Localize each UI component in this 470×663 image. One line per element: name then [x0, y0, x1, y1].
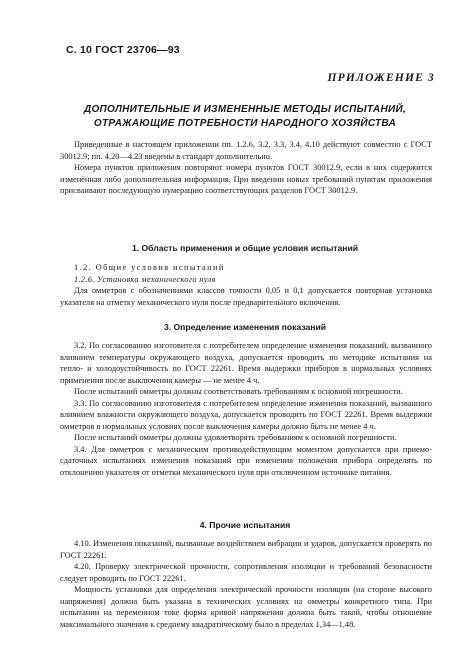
appendix-label: ПРИЛОЖЕНИЕ 3	[327, 72, 435, 84]
paragraph-3-2-note: После испытаний омметры должны соответствовать требованиям к основной погрешности.	[74, 387, 403, 396]
section-3-body	[60, 340, 432, 478]
paragraph-4-20: 4.20. Проверку электрической прочности, сопротивления изоляции и требований безопасности следует проводить по ГОСТ 22261.	[60, 562, 432, 583]
paragraph-4-10: 4.10. Изменения показаний, вызванные воздействием вибрации и ударов, допускается проверять по ГОСТ 22261.	[60, 539, 432, 560]
section-1-heading: 1. Область применения и общие условия испытаний	[131, 243, 359, 253]
paragraph-3-2: 3.2. По согласованию изготовителя с потребителем определение изменения показаний, вызванного влиянием температуры окружающего воздуха, допускается проводить по методике испытания на тепло- и холодоустойчивость по ГОСТ 22261. Время выдержки приборов в нормальных условиях применения после выключения камеры — не менее 4 ч.	[60, 341, 432, 385]
section-1-text: Для омметров с обозначениями классов точности 0,05 и 0,1 допускается повторная установка указателя на отметку механического нуля после предварительного включения.	[60, 286, 432, 307]
section-4-body	[60, 538, 432, 630]
item-1-2: 1.2. Общие условия испытаний	[74, 263, 225, 272]
section-3-heading: 3. Определение изменения показаний	[163, 322, 327, 332]
appendix-title: ДОПОЛНИТЕЛЬНЫЕ И ИЗМЕНЕННЫЕ МЕТОДЫ ИСПЫТАНИЙ, ОТРАЖАЮЩИЕ ПОТРЕБНОСТИ НАРОДНОГО ХОЗЯЙСТВА	[83, 104, 407, 129]
section-4-heading: 4. Прочие испытания	[199, 520, 291, 530]
intro-paragraph: Приведенные в настоящем приложении пп. 1.2.6, 3.2, 3.3, 3.4, 4.10 действуют совместно с ГОСТ 30012.9; пп. 4.20—4.23 введены в стандарт дополнительно.	[60, 140, 432, 161]
paragraph-3-3-note: После испытаний омметры должны удовлетворять требованиям к основной погрешности.	[74, 433, 397, 442]
section-1-body	[60, 262, 432, 308]
paragraph-4-20-note: Мощность установки для определения электрической прочности изоляции (на стороне высокого напряжения) должна быть указана в технических условиях на омметры конкретного типа. При испытании на переменном токе форма кривой напряжения должна быть такой, чтобы отношение максимального значения к среднему квадратическому было в пределах 1,34—1,48.	[60, 585, 432, 629]
intro-paragraph: Номера пунктов приложения повторяют номера пунктов ГОСТ 30012.9, если в них содержится изменённая либо дополнительная информация. При введении новых требований пунктам приложения присваивают последующую нумерацию соответствующих разделов ГОСТ 30012.9.	[60, 163, 432, 195]
paragraph-3-3: 3.3. По согласованию изготовителя с потребителем определение изменения показаний, вызванного влиянием влажности окружающего воздуха, допускается проводить по ГОСТ 22261. Время выдержки омметров в нормальных условиях после выключения камеры должно быть не менее 4 ч.	[60, 398, 432, 431]
page-header: С. 10 ГОСТ 23706—93	[66, 44, 180, 56]
item-1-2-6: 1.2.6. Установка механического нуля	[74, 274, 216, 284]
paragraph-3-4: 3.4. Для омметров с механическим противодействующим моментом допускается при приемо-сдаточных испытаниях изменения показаний при изменения положения прибора определять по отклонению указателя от отметки механического нуля при отключенном источнике питания.	[60, 444, 432, 477]
intro-block	[60, 139, 432, 197]
